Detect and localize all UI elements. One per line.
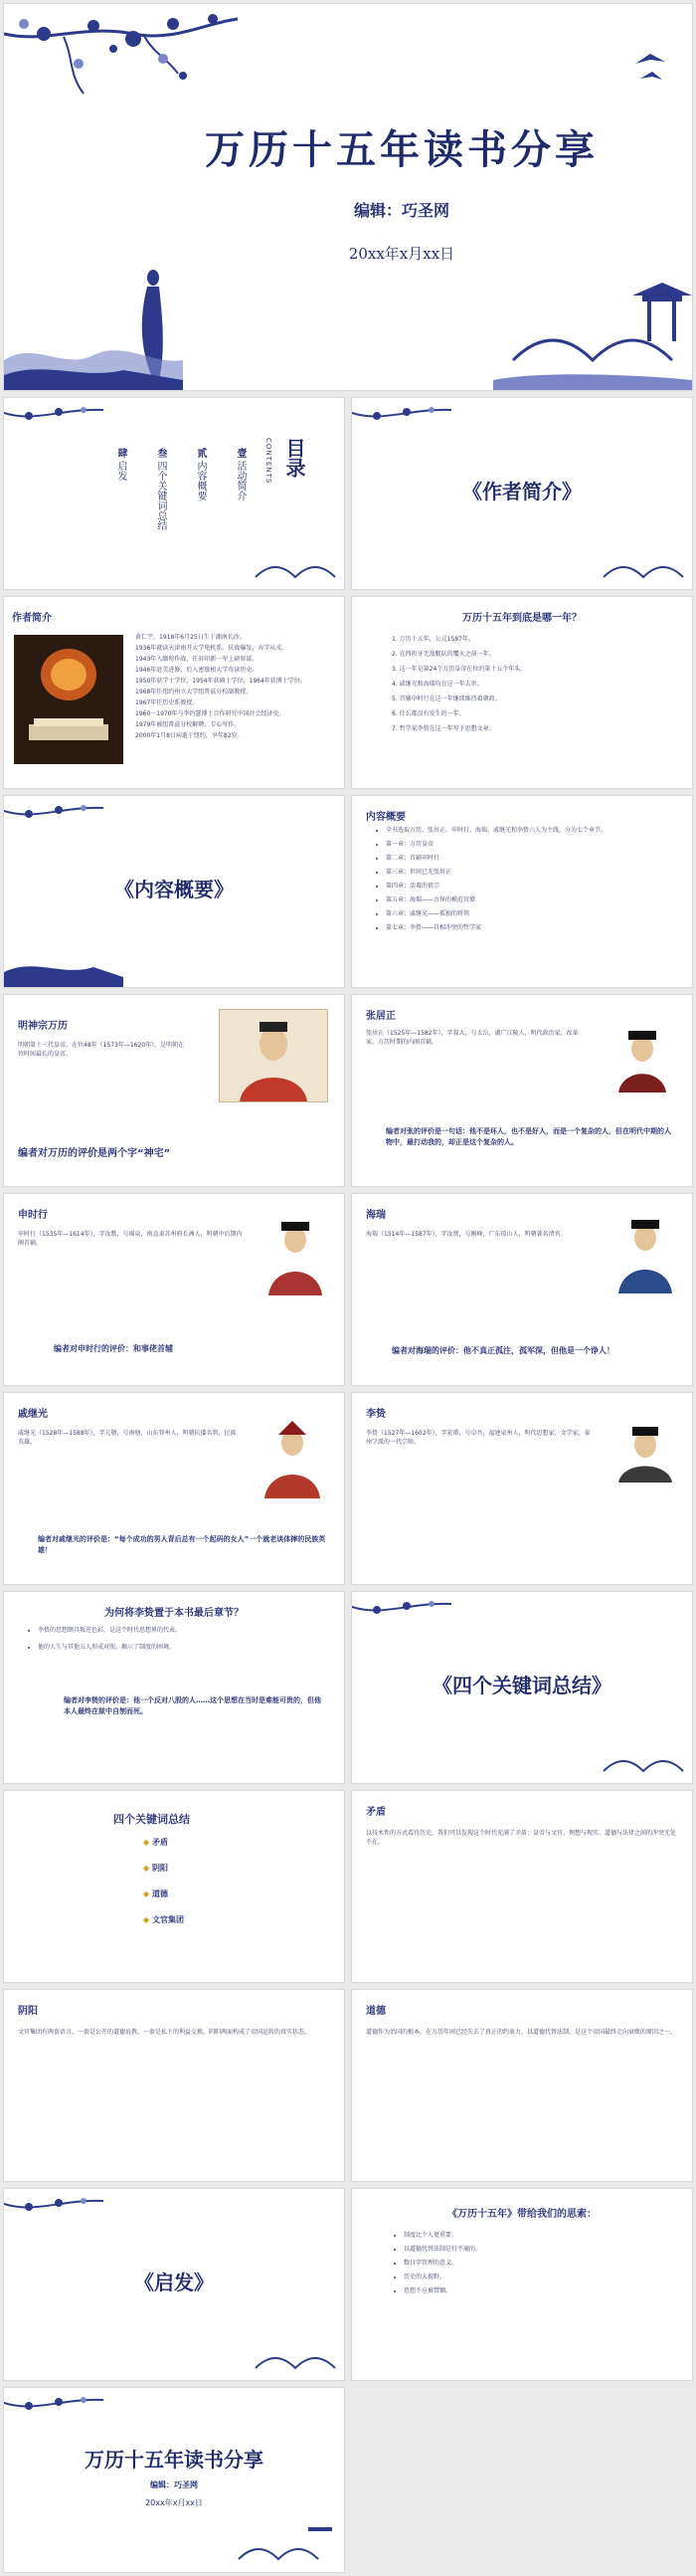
keyword-item [143,1837,168,1848]
list-item: • 第三章：世间已无张居正 [386,868,689,877]
diamond-icon: ◆ [143,1838,150,1847]
quote-text: 编者对李贽的评价是：他一个反对八股的人……这个思想在当时是难能可贵的，但他本人最终在狱中自刎而死。 [64,1696,321,1715]
daode-slide [352,1990,692,2181]
list-item: 6. 什么都没有发生的一年。 [392,710,465,717]
lamp-book-illustration [14,635,123,764]
plum-branch-decoration [4,796,113,866]
summary-list [374,826,689,937]
mountains-illustration [4,947,123,987]
body-text: 以技术性的方式看待历史，我们可以发现这个时代充满了矛盾：皇帝与文官、理想与现实、道德与法律之间的冲突无处不在。 [366,1830,677,1846]
list-item: • 第七章：李贽——自相冲突的哲学家 [386,923,689,932]
body-text: 文官集团有两套语言，一套是公开的道德说教，一套是私下的利益交换，阴阳两面构成了帝国运转的真实状态。 [18,2029,311,2036]
zhang-slide [352,995,692,1186]
toc-item-label: 内容概要 [195,461,206,501]
year-slide [352,597,692,788]
keyword-item [143,1888,168,1899]
list-item: • 第六章：戚继光——孤独的将领 [386,909,689,918]
toc-subtitle: CONTENTS [264,438,272,485]
section-title: 《启发》 [134,2271,214,2294]
toc-item[interactable] [153,448,168,530]
section-inspire-slide [4,2189,344,2380]
quote-text: 编者对海瑞的评价：他不真正孤注，孤军深，但他是一个诤人！ [392,1346,614,1355]
list-item: 1979年被纽普兹分校解聘，专心写作。 [135,721,241,728]
scholar-portrait-icon [614,1423,676,1483]
ending-title: 万历十五年读书分享 [85,2448,263,2472]
section-title: 《作者简介》 [462,480,582,503]
list-item: 1. 万历十五年，公元1587年。 [392,636,474,643]
list-item: • 数目字管理的意义。 [404,2259,682,2268]
slide-heading: 作者简介 [12,613,52,624]
list-item: 1946年赴美进修，后入密歇根大学攻读历史。 [135,667,259,674]
body-text: 张居正（1525年—1582年），字叔大，号太岳，湖广江陵人，明代政治家、改革家，万历时期的内阁首辅。 [366,1030,579,1046]
bridge-illustration [251,2338,340,2378]
slide-heading: 为何将李贽置于本书最后章节？ [104,1608,244,1619]
cover-editor: 编辑：巧圣网 [353,201,449,220]
quote-text: 编者对万历的评价是两个字“神宅” [18,1148,171,1159]
list-item: 1936年就读天津南开大学电机系。抗战爆发，弃学从戎。 [135,645,288,652]
keyword-item [143,1914,184,1925]
body-text: 道德作为治国的根本，在万历年间已经失去了真正的约束力，以道德代替法制，是这个帝国最终走向衰败的原因之一。 [366,2029,677,2036]
bird-icon [630,44,670,94]
why-slide [4,1592,344,1783]
inspire-slide [352,2189,692,2380]
toc-item-num: 肆 [115,448,126,458]
cover-date: 20xx年x月xx日 [348,245,455,263]
toc-slide [4,398,344,589]
list-item: 5. 首辅申时行在这一年继续维持着朝政。 [392,695,501,702]
body-text: 戚继光（1528年—1588年），字元敬，号南塘，山东登州人，明朝抗倭名将、民族英雄。 [18,1430,237,1446]
slide-heading: 李贽 [366,1409,386,1420]
list-item: • 以道德代替法制是行不通的。 [404,2245,682,2254]
list-item: 1968年任纽约州立大学纽普兹分校副教授。 [135,689,253,695]
plum-branch-decoration [4,398,113,468]
li-slide [352,1393,692,1584]
keywords-slide [4,1791,344,1982]
keyword-item [143,1863,168,1874]
list-item: • 第二章：首辅申时行 [386,854,689,863]
list-item: • 第五章：海瑞——古怪的模范官僚 [386,895,689,904]
section-keywords-slide [352,1592,692,1783]
diamond-icon: ◆ [143,1889,150,1898]
inspire-list [392,2231,682,2300]
shen-slide [4,1194,344,1385]
slide-heading: 戚继光 [18,1409,48,1420]
list-item: 2. 在西班牙无敌舰队的覆灭之前一年。 [392,651,495,658]
official-portrait-icon [264,1214,326,1295]
list-item: 1967年任历史系教授。 [135,699,199,706]
maodun-slide [352,1791,692,1982]
toc-item-label: 活动简介 [235,461,246,501]
body-text: 申时行（1535年—1614年），字汝默，号瑶泉，南直隶苏州府长洲人，明朝中后期内阁首辅。 [18,1231,243,1247]
toc-item[interactable] [193,448,208,500]
bridge-pavilion-illustration [229,2519,338,2569]
toc-item[interactable] [233,448,248,500]
slide-heading: 四个关键词总结 [113,1813,190,1826]
official-portrait-icon [614,1212,676,1293]
toc-item-num: 贰 [195,448,206,458]
list-item: • 他的人生与其他五人形成对照，揭示了制度的困境。 [38,1643,336,1652]
toc-item[interactable] [113,448,128,481]
keyword-label: 文官集团 [151,1915,184,1924]
plum-branch-decoration [4,2189,113,2259]
slide-heading: 《万历十五年》带给我们的思索： [447,2209,597,2220]
slide-heading: 申时行 [18,1210,48,1221]
list-item: • 历史的大视野。 [404,2273,682,2281]
body-text: 海瑞（1514年—1587年），字汝贤，号刚峰，广东琼山人，明朝著名清官。 [366,1231,567,1238]
section-summary-slide [4,796,344,987]
slide-heading: 阴阳 [18,2006,38,2017]
body-text: 李贽（1527年—1602年），字宏甫，号卓吾，福建泉州人，明代思想家、文学家，泰州学派的一代宗师。 [366,1430,591,1446]
diamond-icon: ◆ [143,1864,150,1873]
section-author-slide [352,398,692,589]
keyword-label: 阴阳 [151,1864,168,1873]
diamond-icon: ◆ [143,1915,150,1924]
hai-slide [352,1194,692,1385]
list-item: 2000年1月8日病逝于纽约，享年82岁。 [135,732,244,739]
section-title: 《四个关键词总结》 [433,1674,611,1697]
list-item: • 李贽的思想颇具叛逆色彩，是这个时代思想界的代表。 [38,1626,336,1635]
list-item: 7. 哲学家李贽在这一年写下思想文章。 [392,725,495,732]
ending-editor: 编辑：巧圣网 [150,2480,198,2489]
toc-item-label: 四个关键词总结 [155,461,166,531]
list-item: 3. 这一年是第24个万历皇帝在位的第十五个年头。 [392,666,527,673]
toc-item-label: 启发 [115,461,126,482]
list-item: • 制度比个人更重要。 [404,2231,682,2240]
list-item: 1960－1970年与李约瑟博士合作研究中国社会经济史。 [135,710,285,717]
qi-slide [4,1393,344,1584]
list-item: 1943年入缅甸作战，任驻印新一军上尉参谋。 [135,656,259,663]
plum-branch-decoration [352,1592,461,1662]
wanli-slide [4,995,344,1186]
quote-text: 编者对张的评价是一句话：他不是坏人，也不是好人，而是一个复杂的人，但在明代中期的人物中，最打动我的，却正是这个复杂的人。 [386,1127,671,1146]
mountains-illustration [4,320,183,390]
official-portrait-icon [612,1023,672,1092]
toc-item-num: 叁 [155,448,166,458]
cover-title: 万历十五年读书分享 [205,126,599,173]
body-text: 明朝第十三代皇帝，在位48年（1573年—1620年），是明朝在位时间最长的皇帝。 [18,1042,185,1058]
slide-heading: 道德 [366,2006,386,2017]
general-portrait-icon [261,1417,324,1498]
bridge-illustration [251,547,340,587]
list-item: • 全书选取万历、张居正、申时行、海瑞、戚继光和李贽六人为主线，分为七个章节。 [386,826,689,835]
slide-heading: 海瑞 [366,1210,386,1221]
ending-slide [4,2388,344,2572]
slide-heading: 内容概要 [366,812,406,823]
list-item: • 第一章：万历皇帝 [386,840,689,849]
plum-branch-decoration [4,4,243,133]
list-item: • 思想不应被禁锢。 [404,2286,682,2295]
year-list [392,635,660,739]
author-slide [4,597,344,788]
cover-slide [4,4,692,390]
quote-text: 编者对申时行的评价：和事佬首辅 [54,1344,173,1353]
slide-heading: 张居正 [366,1011,396,1022]
list-item: • 第四章：活着的祖宗 [386,882,689,891]
emperor-portrait-icon [220,1010,327,1101]
bridge-illustration [599,1741,688,1781]
bridge-pavilion-illustration [493,281,692,390]
list-item: 4. 戚继光和海瑞均在这一年去世。 [392,681,483,688]
keyword-label: 道德 [151,1889,168,1898]
ending-date: 20xx年x月xx日 [145,2498,203,2507]
slide-heading: 明神宗万历 [18,1021,68,1032]
list-item: 1950年获学士学位，1954年获硕士学位，1964年获博士学位。 [135,678,306,685]
slide-heading: 矛盾 [366,1807,386,1818]
summary-slide [352,796,692,987]
why-list [26,1626,336,1660]
quote-text: 编者对戚继光的评价是：“每个成功的男人背后总有一个起码的女人”一个就老谈体摔的民族英雄！ [38,1535,326,1554]
author-list [135,633,334,742]
yinyang-slide [4,1990,344,2181]
portrait [219,1009,328,1102]
keyword-label: 矛盾 [151,1838,168,1847]
list-item: 黄仁宇，1918年6月25日生于湖南长沙。 [135,634,246,641]
slide-heading: 万历十五年到底是哪一年？ [462,613,582,624]
toc-title: 目录 [282,438,306,478]
section-title: 《内容概要》 [114,878,234,901]
plum-branch-decoration [352,398,461,468]
bridge-illustration [599,547,688,587]
toc-item-num: 壹 [235,448,246,458]
